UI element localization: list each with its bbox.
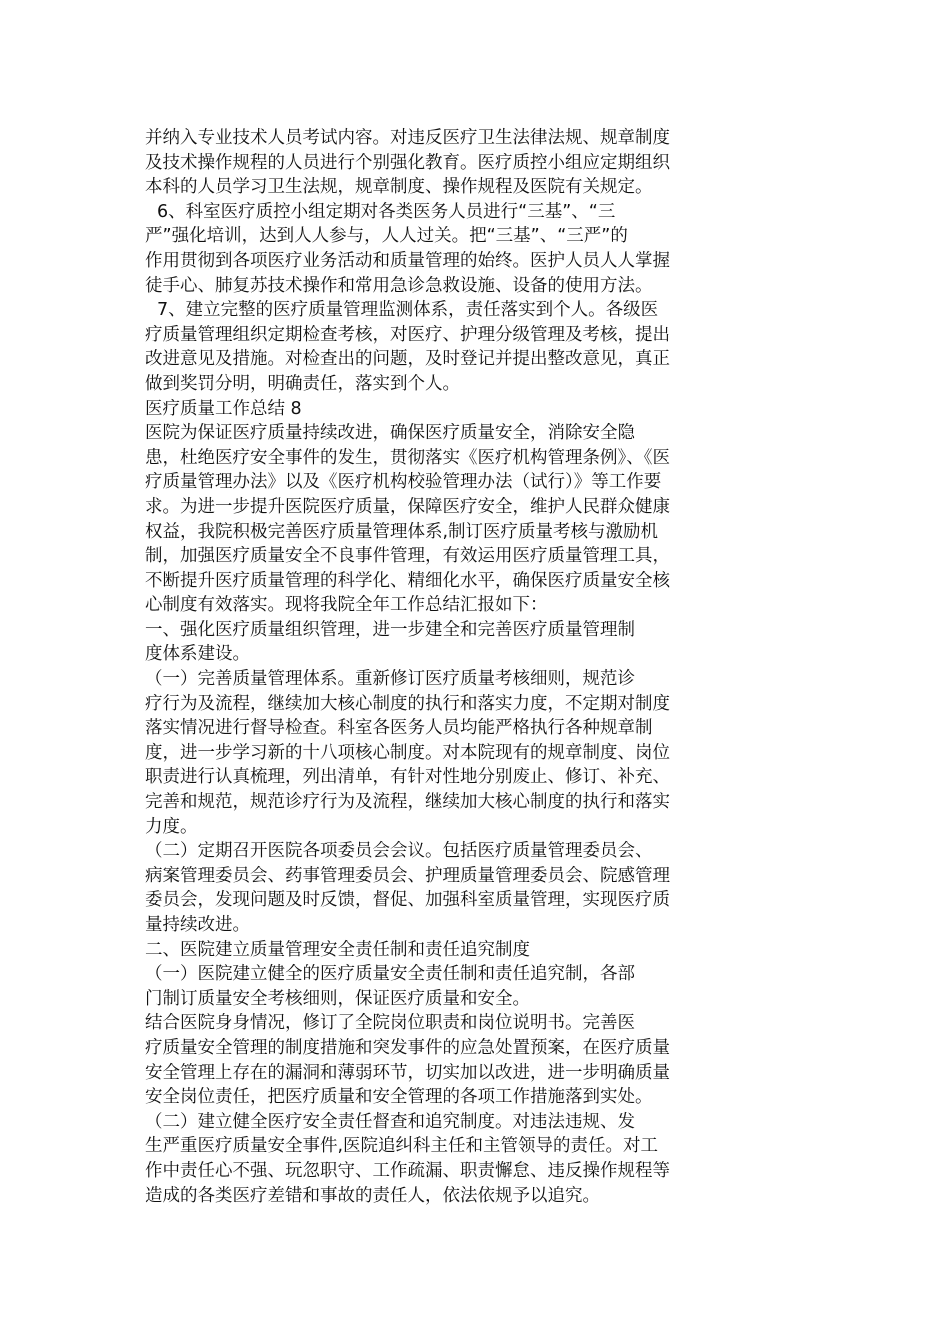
text-line: 制，加强医疗质量安全不良事件管理，有效运用医疗质量管理工具， bbox=[145, 546, 670, 567]
text-line: 徒手心、肺复苏技术操作和常用急诊急救设施、设备的使用方法。 bbox=[145, 275, 653, 296]
text-line: 不断提升医疗质量管理的科学化、精细化水平，确保医疗质量安全核 bbox=[145, 570, 670, 591]
text-line: 做到奖罚分明，明确责任，落实到个人。 bbox=[145, 373, 460, 394]
text-line: 改进意见及措施。对检查出的问题，及时登记并提出整改意见，真正 bbox=[145, 349, 670, 370]
text-line: 安全管理上存在的漏洞和薄弱环节，切实加以改进，进一步明确质量 bbox=[145, 1062, 670, 1083]
text-line: 门制订质量安全考核细则，保证医疗质量和安全。 bbox=[145, 988, 530, 1009]
text-line: 造成的各类医疗差错和事故的责任人，依法依规予以追究。 bbox=[145, 1185, 600, 1206]
text-line: 作用贯彻到各项医疗业务活动和质量管理的始终。医护人员人人掌握 bbox=[145, 250, 670, 271]
text-line: 一、强化医疗质量组织管理，进一步建全和完善医疗质量管理制 bbox=[145, 619, 635, 640]
text-line: 度体系建设。 bbox=[145, 644, 250, 665]
text-line: 医疗质量工作总结 8 bbox=[145, 398, 302, 419]
text-line: 及技术操作规程的人员进行个别强化教育。医疗质控小组应定期组织 bbox=[145, 152, 670, 173]
text-line: 严”强化培训，达到人人参与，人人过关。把“三基”、“三严”的 bbox=[145, 226, 628, 247]
text-line: 6、科室医疗质控小组定期对各类医务人员进行“三基”、“三 bbox=[157, 201, 616, 222]
text-line: 作中责任心不强、玩忽职守、工作疏漏、职责懈怠、违反操作规程等 bbox=[145, 1160, 670, 1181]
text-line: 疗质量管理办法》以及《医疗机构校验管理办法（试行）》等工作要 bbox=[145, 472, 662, 493]
text-line: 心制度有效落实。现将我院全年工作总结汇报如下： bbox=[145, 595, 548, 616]
text-line: 结合医院身身情况，修订了全院岗位职责和岗位说明书。完善医 bbox=[145, 1013, 635, 1034]
text-line: （二）定期召开医院各项委员会会议。包括医疗质量管理委员会、 bbox=[145, 841, 653, 862]
text-line: 求。为进一步提升医院医疗质量，保障医疗安全，维护人民群众健康 bbox=[145, 496, 670, 517]
text-line: （一）医院建立健全的医疗质量安全责任制和责任追究制，各部 bbox=[145, 964, 635, 985]
text-line: 生严重医疗质量安全事件,医院追纠科主任和主管领导的责任。对工 bbox=[145, 1136, 659, 1157]
text-line: 权益，我院积极完善医疗质量管理体系,制订医疗质量考核与激励机 bbox=[145, 521, 659, 542]
text-line: 度，进一步学习新的十八项核心制度。对本院现有的规章制度、岗位 bbox=[145, 742, 670, 763]
document-body bbox=[145, 126, 745, 1208]
text-line: 疗行为及流程，继续加大核心制度的执行和落实力度，不定期对制度 bbox=[145, 693, 670, 714]
text-line: （一）完善质量管理体系。重新修订医疗质量考核细则，规范诊 bbox=[145, 669, 635, 690]
text-line: 7、建立完整的医疗质量管理监测体系，责任落实到个人。各级医 bbox=[157, 300, 659, 321]
text-line: 疗质量安全管理的制度措施和突发事件的应急处置预案，在医疗质量 bbox=[145, 1037, 670, 1058]
text-line: 完善和规范，规范诊疗行为及流程，继续加大核心制度的执行和落实 bbox=[145, 792, 670, 813]
text-line: 本科的人员学习卫生法规，规章制度、操作规程及医院有关规定。 bbox=[145, 177, 653, 198]
text-line: 疗质量管理组织定期检查考核，对医疗、护理分级管理及考核，提出 bbox=[145, 324, 670, 345]
text-line: 安全岗位责任，把医疗质量和安全管理的各项工作措施落到实处。 bbox=[145, 1087, 653, 1108]
text-line: 二、医院建立质量管理安全责任制和责任追究制度 bbox=[145, 939, 530, 960]
text-line: 委员会，发现问题及时反馈，督促、加强科室质量管理，实现医疗质 bbox=[145, 890, 670, 911]
text-line: 患，杜绝医疗安全事件的发生，贯彻落实《医疗机构管理条例》、《医 bbox=[145, 447, 670, 468]
text-line: 医院为保证医疗质量持续改进，确保医疗质量安全，消除安全隐 bbox=[145, 423, 635, 444]
text-line: 病案管理委员会、药事管理委员会、护理质量管理委员会、院感管理 bbox=[145, 865, 670, 886]
text-line: 落实情况进行督导检查。科室各医务人员均能严格执行各种规章制 bbox=[145, 718, 653, 739]
text-line: （二）建立健全医疗安全责任督查和追究制度。对违法违规、发 bbox=[145, 1111, 635, 1132]
text-line: 量持续改进。 bbox=[145, 915, 250, 935]
text-line: 并纳入专业技术人员考试内容。对违反医疗卫生法律法规、规章制度 bbox=[145, 128, 670, 148]
text-line: 职责进行认真梳理，列出清单，有针对性地分别废止、修订、补充、 bbox=[145, 767, 670, 788]
text-line: 力度。 bbox=[145, 816, 198, 837]
